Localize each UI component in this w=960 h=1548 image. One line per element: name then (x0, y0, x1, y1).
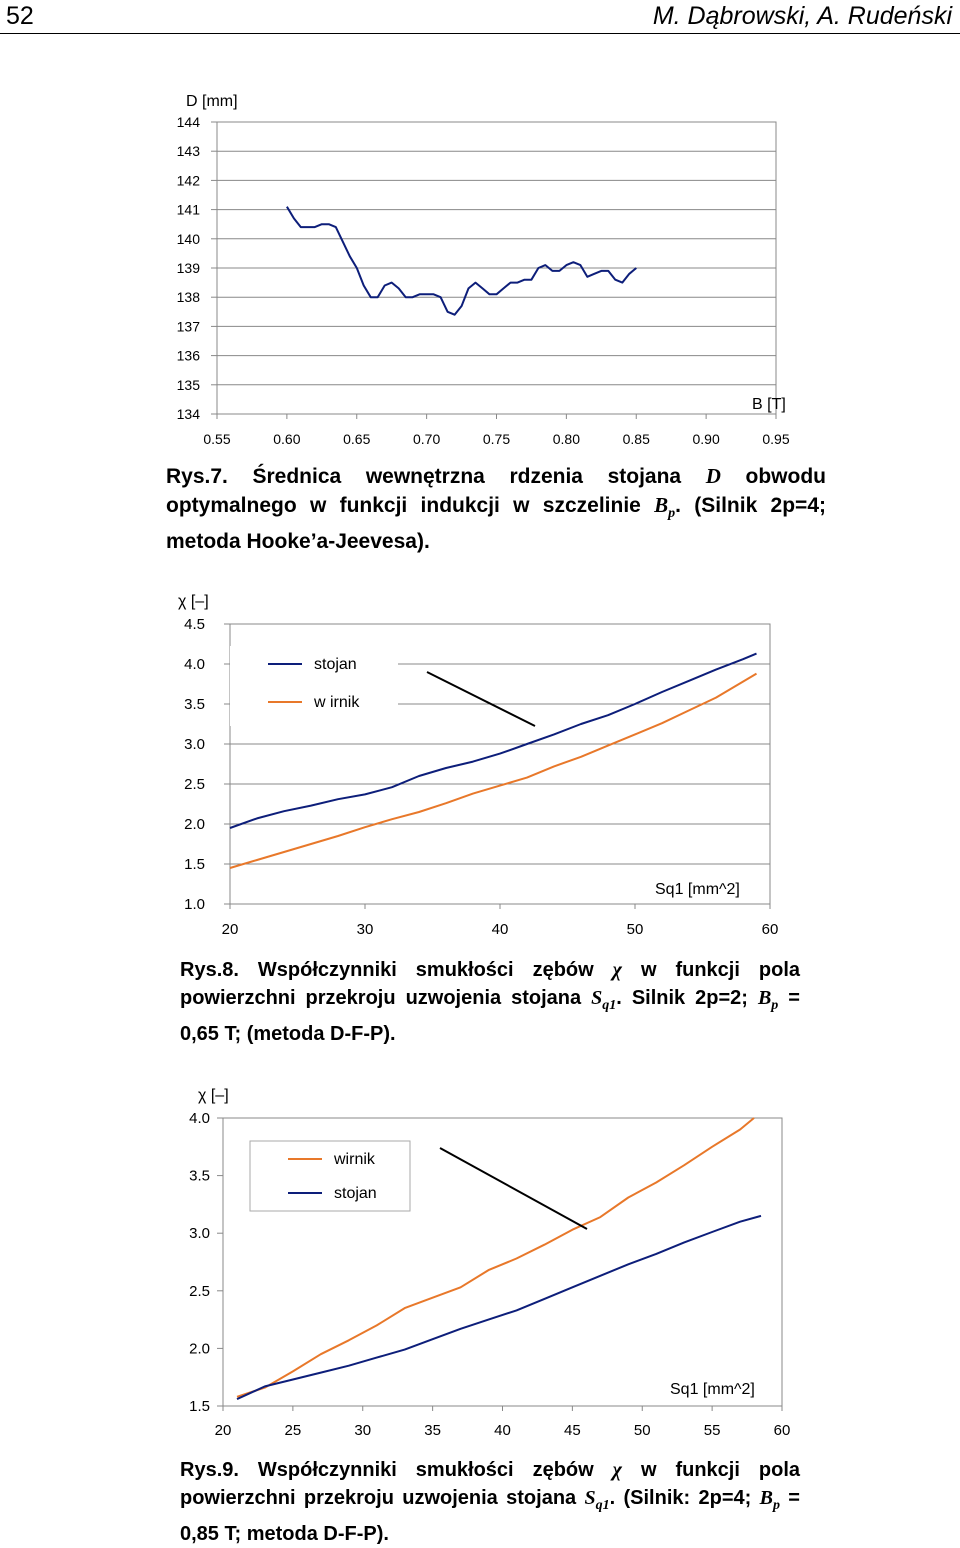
y-tick-label: 2.0 (189, 1340, 210, 1358)
x-tick-label: 40 (494, 1422, 511, 1439)
x-tick-label: 50 (626, 921, 644, 938)
caption-symbol: D (705, 464, 721, 488)
series-line-1 (287, 207, 636, 315)
x-tick-label: 30 (356, 921, 374, 938)
caption-label: Rys.9. (180, 1459, 239, 1481)
chart-7-svg (0, 84, 960, 454)
x-tick-label: 0.85 (622, 431, 650, 447)
x-tick-label: 60 (761, 921, 779, 938)
caption-text: . (Silnik 2p=4; metoda Hooke’a-Jeevesa). (166, 494, 826, 554)
y-tick-label: 4.5 (184, 616, 205, 633)
x-tick-label: 0.75 (482, 431, 511, 447)
header-rule (0, 33, 960, 34)
caption-text: = 0,65 T; (metoda D-F-P). (180, 987, 800, 1045)
x-tick-label: 0.55 (203, 431, 231, 447)
y-tick-label: 141 (176, 201, 200, 218)
legend-label: stojan (334, 1185, 377, 1202)
y-tick-label: 1.5 (189, 1398, 210, 1415)
caption-label: Rys.8. (180, 959, 239, 981)
caption-subscript: p (771, 998, 779, 1013)
caption-text: Współczynniki smukłości zębów (238, 959, 613, 981)
y-tick-label: 138 (176, 289, 200, 306)
y-tick-label: 137 (176, 318, 200, 335)
y-tick-label: 3.5 (184, 696, 205, 713)
caption-symbol: χ (612, 959, 622, 981)
x-tick-label: 0.70 (413, 431, 441, 447)
caption-text: Średnica wewnętrzna rdzenia stojana (227, 465, 706, 488)
caption-text: obwodu optymalnego w funkcji indukcji w szczelinie (166, 465, 826, 517)
y-tick-label: 2.5 (184, 776, 205, 793)
caption-symbol: B (757, 987, 772, 1009)
figure-8-caption (180, 956, 800, 1048)
caption-text: . Silnik 2p=2; (616, 987, 758, 1009)
caption-text: = 0,85 T; metoda D-F-P). (180, 1487, 800, 1545)
legend-label: wirnik (334, 1151, 375, 1168)
y-tick-label: 134 (176, 406, 200, 422)
x-tick-label: 40 (491, 921, 509, 938)
x-tick-label: 0.95 (762, 431, 790, 447)
y-tick-label: 1.5 (184, 856, 205, 873)
running-head-authors: M. Dąbrowski, A. Rudeński (652, 2, 952, 30)
x-tick-label: 55 (703, 1422, 721, 1439)
y-tick-label: 142 (176, 172, 200, 189)
x-tick-label: 25 (284, 1422, 302, 1439)
figure-7-chart (0, 84, 960, 454)
annotation-pointer-line (440, 1148, 587, 1229)
figure-9-caption (180, 1456, 800, 1548)
y-tick-label: 1.0 (184, 896, 205, 913)
y-tick-label: 140 (176, 230, 200, 247)
y-tick-label: 135 (176, 376, 200, 393)
legend-label: w irnik (314, 694, 360, 711)
caption-subscript: q1 (595, 1498, 610, 1513)
x-tick-label: 50 (633, 1422, 651, 1439)
x-tick-label: 20 (221, 921, 239, 938)
caption-subscript: p (668, 506, 676, 522)
caption-subscript: q1 (602, 998, 617, 1013)
y-tick-label: 4.0 (189, 1110, 210, 1127)
page-number: 52 (6, 2, 34, 30)
x-tick-label: 35 (424, 1422, 441, 1439)
x-tick-label: 0.80 (552, 431, 580, 447)
caption-symbol: S (591, 987, 603, 1009)
caption-subscript: p (772, 1498, 780, 1513)
caption-symbol: B (654, 493, 669, 517)
caption-label: Rys.7. (166, 465, 228, 488)
y-tick-label: 3.0 (189, 1225, 210, 1243)
y-tick-label: 136 (176, 347, 200, 364)
y-tick-label: 3.0 (184, 736, 205, 753)
y-tick-label: 143 (176, 143, 200, 160)
caption-text: w funkcji pola powierzchni przekroju uzwojenia stojana (180, 1459, 801, 1509)
y-axis-label: χ [–] (178, 593, 209, 610)
x-tick-label: 20 (214, 1422, 232, 1439)
x-tick-label: 0.60 (273, 431, 301, 447)
x-axis-label: Sq1 [mm^2] (670, 1381, 755, 1398)
x-tick-label: 60 (773, 1422, 791, 1439)
legend-label: stojan (314, 656, 357, 673)
chart-9-svg (0, 1080, 960, 1450)
y-axis-label: D [mm] (186, 93, 238, 110)
x-tick-label: 30 (354, 1422, 372, 1439)
series-line-2 (237, 1216, 761, 1399)
y-axis-label: χ [–] (198, 1087, 229, 1104)
annotation-pointer-line (427, 672, 535, 726)
x-axis-label: Sq1 [mm^2] (655, 881, 740, 898)
y-tick-label: 2.0 (184, 816, 205, 833)
y-tick-label: 139 (176, 260, 200, 276)
y-tick-label: 2.5 (189, 1282, 210, 1300)
y-tick-label: 3.5 (189, 1167, 210, 1185)
caption-text: w funkcji pola powierzchni przekroju uzwojenia stojana (180, 959, 801, 1009)
caption-text: . (Silnik: 2p=4; (609, 1487, 760, 1509)
figure-7-caption (166, 462, 826, 556)
page-header (0, 0, 960, 34)
figure-8-chart (0, 584, 960, 944)
y-tick-label: 144 (176, 114, 200, 130)
caption-symbol: χ (612, 1459, 622, 1481)
x-axis-label: B [T] (752, 396, 786, 413)
legend-box (250, 1141, 410, 1211)
x-tick-label: 45 (564, 1422, 581, 1439)
caption-symbol: B (759, 1487, 773, 1509)
figure-9-chart (0, 1080, 960, 1450)
x-tick-label: 0.65 (343, 431, 371, 447)
chart-8-svg (0, 584, 960, 944)
caption-symbol: S (584, 1487, 596, 1509)
y-tick-label: 4.0 (184, 656, 205, 673)
caption-text: Współczynniki smukłości zębów (238, 1459, 613, 1481)
x-tick-label: 0.90 (692, 431, 720, 447)
